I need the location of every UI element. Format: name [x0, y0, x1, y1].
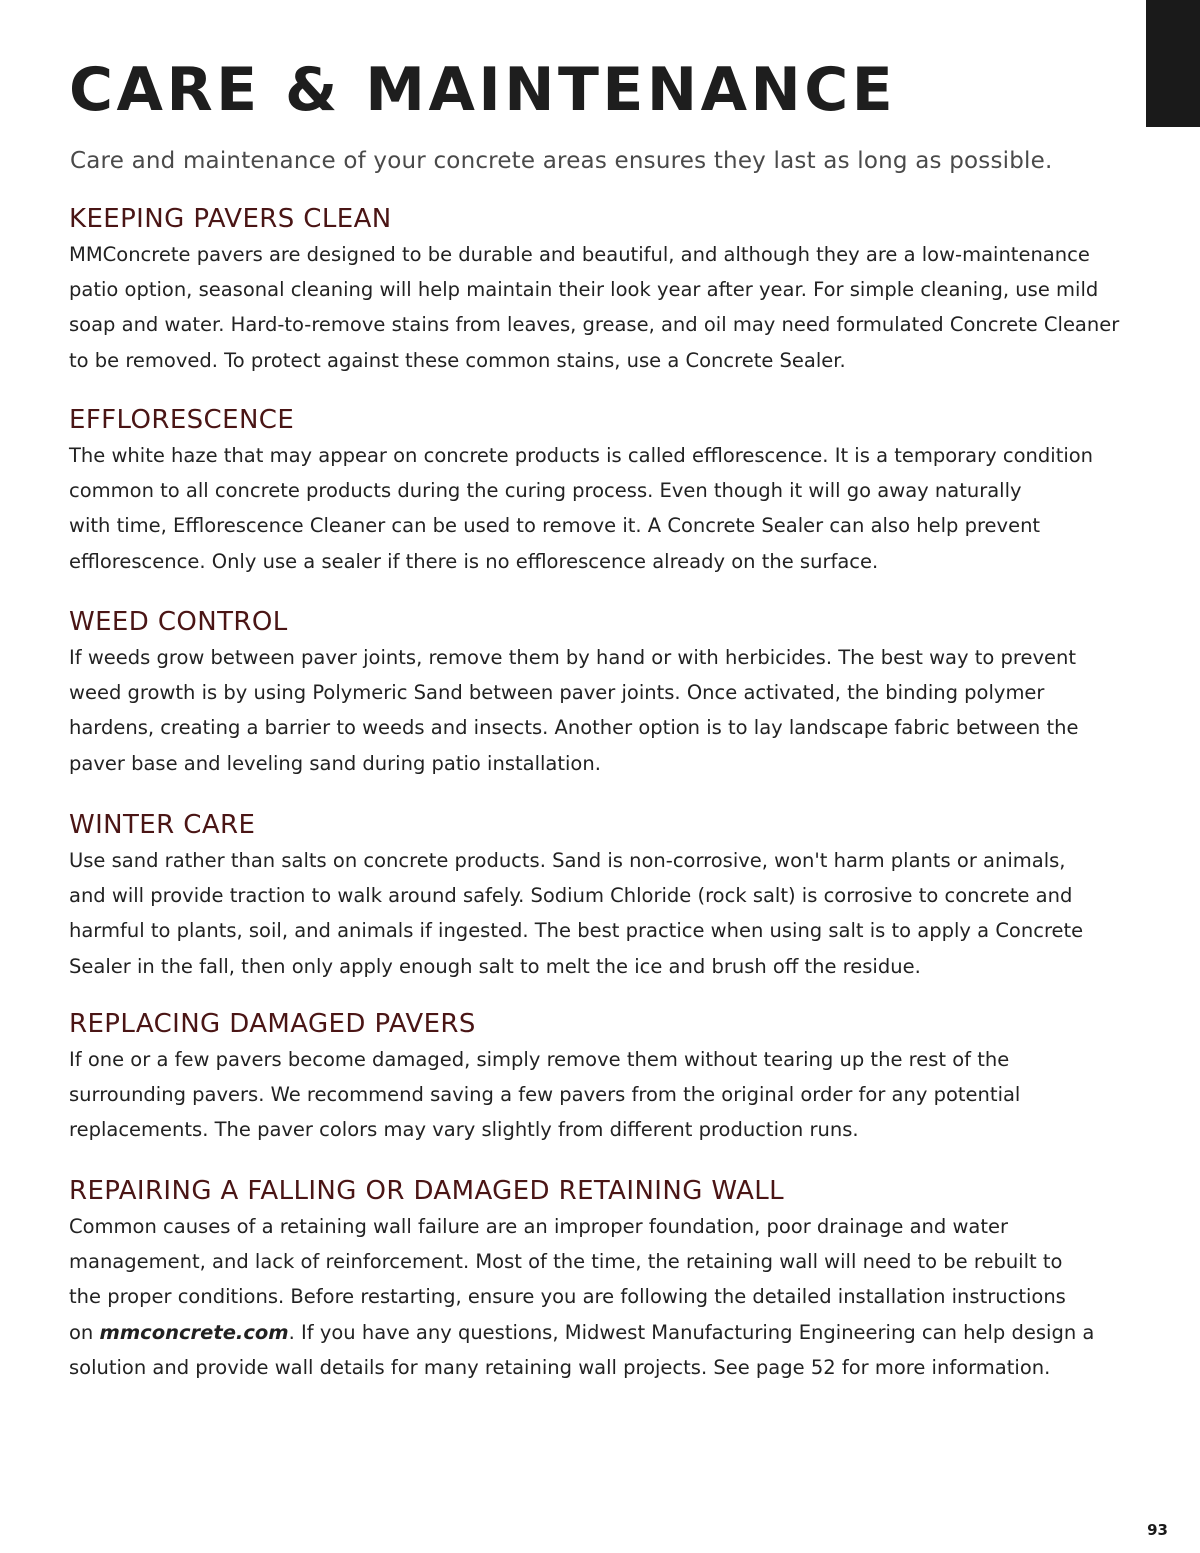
section-winter-care	[69, 807, 1149, 984]
chapter-edge-tab	[1146, 0, 1200, 127]
section-repairing-retaining-wall	[69, 1173, 1149, 1385]
body-line: MMConcrete pavers are designed to be durable and beautiful, and although they are a low-maintenance	[69, 243, 1090, 266]
body-line: paver base and leveling sand during patio installation.	[69, 751, 601, 775]
body-line-link-prefix: on	[69, 1320, 100, 1344]
section-replacing-damaged-pavers	[69, 1006, 1149, 1148]
body-line: Use sand rather than salts on concrete products. Sand is non-corrosive, won't harm plants or animals,	[69, 849, 1066, 872]
section-body	[69, 640, 1149, 781]
body-line: solution and provide wall details for many retaining wall projects. See page 52 for more information.	[69, 1355, 1051, 1379]
body-line: with time, Efflorescence Cleaner can be used to remove it. A Concrete Sealer can also help prevent	[69, 514, 1041, 538]
section-heading: KEEPING PAVERS CLEAN	[69, 204, 392, 234]
section-heading: WINTER CARE	[69, 810, 256, 840]
section-keeping-pavers-clean	[69, 201, 1149, 378]
body-line: If one or a few pavers become damaged, simply remove them without tearing up the rest of the	[69, 1048, 1010, 1071]
section-efflorescence	[69, 402, 1149, 579]
body-line: soap and water. Hard-to-remove stains from leaves, grease, and oil may need formulated Concrete Cleaner	[69, 313, 1120, 337]
page-intro: Care and maintenance of your concrete areas ensures they last as long as possible.	[70, 148, 1053, 174]
body-line: Sealer in the fall, then only apply enough salt to melt the ice and brush off the residue.	[69, 954, 921, 978]
section-body	[69, 843, 1149, 984]
body-line: Common causes of a retaining wall failure are an improper foundation, poor drainage and water	[69, 1215, 1009, 1238]
section-heading: EFFLORESCENCE	[69, 405, 295, 435]
body-line-link-suffix: . If you have any questions, Midwest Manufacturing Engineering can help design a	[288, 1320, 1095, 1344]
body-line: replacements. The paver colors may vary slightly from different production runs.	[69, 1118, 859, 1142]
section-heading: REPLACING DAMAGED PAVERS	[69, 1009, 476, 1039]
body-line: patio option, seasonal cleaning will help maintain their look year after year. For simple cleaning, use mild	[69, 278, 1099, 302]
body-line: and will provide traction to walk around safely. Sodium Chloride (rock salt) is corrosive to concrete and	[69, 884, 1073, 908]
body-line: weed growth is by using Polymeric Sand between paver joints. Once activated, the binding polymer	[69, 681, 1045, 705]
body-line: If weeds grow between paver joints, remove them by hand or with herbicides. The best way to prevent	[69, 646, 1076, 669]
body-line: management, and lack of reinforcement. Most of the time, the retaining wall will need to be rebuilt to	[69, 1250, 1063, 1274]
section-weed-control	[69, 604, 1149, 781]
page-title: CARE & MAINTENANCE	[69, 55, 897, 125]
body-line: common to all concrete products during the curing process. Even though it will go away naturally	[69, 479, 1022, 503]
body-line: surrounding pavers. We recommend saving a few pavers from the original order for any potential	[69, 1083, 1021, 1107]
body-line: to be removed. To protect against these common stains, use a Concrete Sealer.	[69, 348, 846, 372]
body-line: the proper conditions. Before restarting, ensure you are following the detailed installation instructions	[69, 1285, 1066, 1309]
section-body	[69, 1209, 1149, 1385]
website-link[interactable]: mmconcrete.com	[99, 1320, 289, 1344]
body-line: The white haze that may appear on concrete products is called efflorescence. It is a temporary condition	[69, 444, 1094, 467]
body-line: efflorescence. Only use a sealer if there is no efflorescence already on the surface.	[69, 549, 879, 573]
section-body	[69, 237, 1149, 378]
section-heading: WEED CONTROL	[69, 607, 288, 637]
page-number: 93	[1147, 1521, 1168, 1539]
section-heading: REPAIRING A FALLING OR DAMAGED RETAINING WALL	[69, 1176, 785, 1206]
section-body	[69, 438, 1149, 579]
section-body	[69, 1042, 1149, 1148]
body-line: harmful to plants, soil, and animals if ingested. The best practice when using salt is to apply a Concrete	[69, 919, 1084, 943]
body-line: hardens, creating a barrier to weeds and insects. Another option is to lay landscape fabric between the	[69, 716, 1079, 740]
